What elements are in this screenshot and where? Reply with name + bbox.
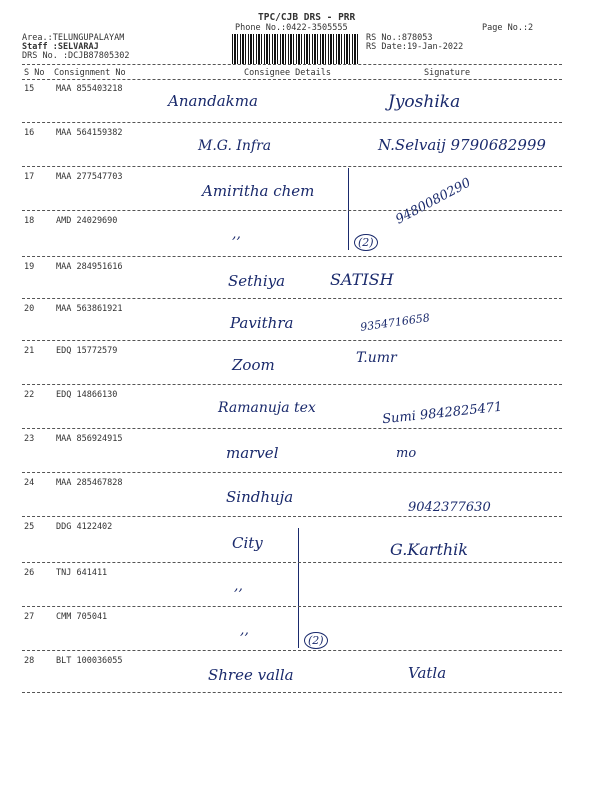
row-consignee: Sethiya [228,272,286,290]
column-header-consignment: Consignment No [54,68,126,78]
row-signature: Vatla [408,664,447,682]
row-divider [22,650,562,651]
header-divider-top [22,64,562,65]
row-consignment: MAA 284951616 [56,262,123,272]
row-sno: 16 [24,128,35,138]
row-signature: Jyoshika [388,92,461,112]
rs-number: RS No.:878053 [366,33,433,43]
row-consignment: MAA 855403218 [56,84,123,94]
row-signature: 9480080290 [393,175,474,228]
row-signature: SATISH [330,270,394,289]
row-signature: 9354716658 [359,311,431,334]
barcode [232,34,360,64]
row-signature: mo [396,446,417,461]
rs-date: RS Date:19-Jan-2022 [366,42,464,52]
row-divider [22,340,562,341]
page-number: Page No.:2 [482,23,534,33]
row-signature: N.Selvaij 9790682999 [378,136,546,154]
row-consignment: AMD 24029690 [56,216,118,226]
row-divider [22,166,562,167]
row-sno: 25 [24,522,35,532]
row-divider [22,516,562,517]
row-sno: 27 [24,612,35,622]
row-consignment: CMM 705041 [56,612,108,622]
row-consignee: Ramanuja tex [218,400,316,416]
header-divider-bottom [22,79,562,80]
row-consignee: ,, [234,578,243,594]
row-consignment: EDQ 15772579 [56,346,118,356]
row-consignee: ,, [240,622,249,638]
column-header-signature: Signature [424,68,471,78]
row-sno: 26 [24,568,35,578]
row-divider [22,122,562,123]
drs-number: DRS No. :DCJB87805302 [22,51,130,61]
row-sno: 21 [24,346,35,356]
row-signature: (2) [354,234,378,251]
row-signature: T.umr [356,350,397,366]
row-sno: 15 [24,84,35,94]
brace-mark [348,168,349,250]
row-divider [22,210,562,211]
row-signature: Sumi 9842825471 [381,399,504,428]
row-divider [22,428,562,429]
column-header-consignee: Consignee Details [244,68,331,78]
row-divider [22,256,562,257]
phone-number: Phone No.:0422-3505555 [235,23,348,33]
row-consignment: MAA 285467828 [56,478,123,488]
row-divider [22,472,562,473]
row-divider [22,606,562,607]
row-consignee: ,, [232,226,241,242]
document-title: TPC/CJB DRS - PRR [258,12,356,23]
row-consignee: Anandakma [168,92,258,110]
row-consignment: BLT 100036055 [56,656,123,666]
row-consignment: MAA 563861921 [56,304,123,314]
area-label: Area.:TELUNGUPALAYAM [22,33,125,43]
row-signature: (2) [304,632,328,649]
brace-mark [298,528,299,648]
row-divider [22,384,562,385]
row-signature: 9042377630 [408,500,491,515]
staff-label: Staff :SELVARAJ [22,42,99,52]
row-sno: 24 [24,478,35,488]
row-signature: G.Karthik [390,540,468,559]
row-consignment: MAA 856924915 [56,434,123,444]
row-consignee: Shree valla [208,666,294,684]
column-header-sno: S No [24,68,45,78]
row-sno: 23 [24,434,35,444]
row-consignment: DDG 4122402 [56,522,113,532]
row-consignee: marvel [226,444,279,462]
row-consignment: TNJ 641411 [56,568,108,578]
row-sno: 19 [24,262,35,272]
row-consignee: Zoom [232,356,275,374]
row-sno: 20 [24,304,35,314]
row-sno: 28 [24,656,35,666]
row-divider [22,562,562,563]
row-consignee: City [232,534,263,552]
row-divider [22,692,562,693]
row-consignment: EDQ 14866130 [56,390,118,400]
row-sno: 17 [24,172,35,182]
row-consignee: Pavithra [230,314,294,332]
row-consignment: MAA 277547703 [56,172,123,182]
row-consignee: Amiritha chem [202,182,315,200]
row-consignee: Sindhuja [226,488,294,506]
row-sno: 22 [24,390,35,400]
row-divider [22,298,562,299]
row-sno: 18 [24,216,35,226]
row-consignee: M.G. Infra [198,138,272,154]
row-consignment: MAA 564159382 [56,128,123,138]
